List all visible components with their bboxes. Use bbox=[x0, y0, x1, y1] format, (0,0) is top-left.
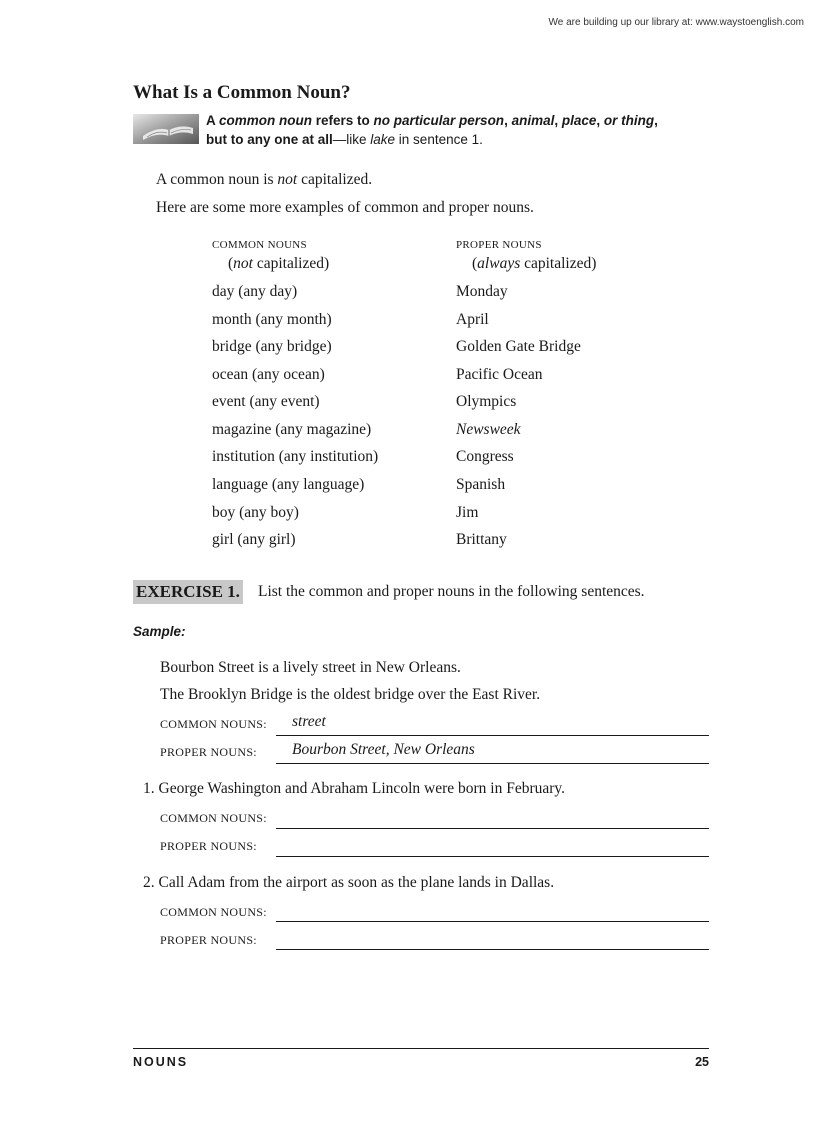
page-number: 25 bbox=[695, 1055, 709, 1069]
common-noun-cell: ocean (any ocean) bbox=[212, 366, 325, 383]
definition-text: A common noun refers to no particular person, animal, place, or thing, but to any one at all—like lake in sentence 1. bbox=[206, 113, 658, 147]
common-noun-cell: girl (any girl) bbox=[212, 531, 296, 548]
sample-proper-line bbox=[276, 763, 709, 764]
q2-common-label: COMMON NOUNS: bbox=[160, 905, 267, 919]
proper-noun-cell: April bbox=[456, 311, 489, 328]
proper-noun-cell: Monday bbox=[456, 283, 508, 300]
common-noun-cell: institution (any institution) bbox=[212, 448, 379, 465]
exercise-label: EXERCISE 1. bbox=[133, 580, 243, 604]
proper-noun-cell: Golden Gate Bridge bbox=[456, 338, 581, 355]
sample-label: Sample: bbox=[133, 624, 186, 639]
common-nouns-subheader: (not capitalized) bbox=[228, 255, 330, 272]
section-heading: What Is a Common Noun? bbox=[133, 82, 351, 103]
footer-section-title: NOUNS bbox=[133, 1055, 189, 1069]
q1-proper-answer-line[interactable] bbox=[276, 856, 709, 857]
proper-nouns-header: PROPER NOUNS bbox=[456, 239, 542, 251]
sample-common-line bbox=[276, 735, 709, 736]
proper-noun-cell: Jim bbox=[456, 504, 479, 521]
intro-line-2: Here are some more examples of common and proper nouns. bbox=[156, 199, 534, 216]
sample-common-label: COMMON NOUNS: bbox=[160, 717, 267, 731]
proper-nouns-subheader: (always capitalized) bbox=[472, 255, 597, 272]
common-noun-cell: boy (any boy) bbox=[212, 504, 299, 521]
common-noun-cell: bridge (any bridge) bbox=[212, 338, 332, 355]
sample-sentence: The Brooklyn Bridge is the oldest bridge over the East River. bbox=[160, 686, 541, 703]
proper-noun-cell: Brittany bbox=[456, 531, 507, 548]
common-nouns-header: COMMON NOUNS bbox=[212, 239, 307, 251]
q1-common-label: COMMON NOUNS: bbox=[160, 811, 267, 825]
term-common-noun: common noun bbox=[219, 113, 312, 128]
q1-common-answer-line[interactable] bbox=[276, 828, 709, 829]
proper-noun-cell: Newsweek bbox=[456, 421, 521, 438]
q2-proper-label: PROPER NOUNS: bbox=[160, 933, 257, 947]
footer-divider bbox=[133, 1048, 709, 1049]
common-noun-cell: month (any month) bbox=[212, 311, 332, 328]
open-book-icon bbox=[133, 114, 199, 144]
q1-proper-label: PROPER NOUNS: bbox=[160, 839, 257, 853]
sample-proper-answer: Bourbon Street, New Orleans bbox=[292, 741, 475, 758]
watermark-text: We are building up our library at: www.waystoenglish.com bbox=[548, 17, 804, 28]
common-noun-cell: day (any day) bbox=[212, 283, 298, 300]
common-noun-cell: event (any event) bbox=[212, 393, 320, 410]
common-noun-cell: language (any language) bbox=[212, 476, 365, 493]
common-noun-cell: magazine (any magazine) bbox=[212, 421, 372, 438]
q2-proper-answer-line[interactable] bbox=[276, 949, 709, 950]
sample-sentence: Bourbon Street is a lively street in New Orleans. bbox=[160, 659, 461, 676]
exercise-instruction: List the common and proper nouns in the following sentences. bbox=[258, 583, 645, 600]
intro-line-1: A common noun is not capitalized. bbox=[156, 171, 373, 188]
sample-proper-label: PROPER NOUNS: bbox=[160, 745, 257, 759]
sample-common-answer: street bbox=[292, 713, 326, 730]
question-1: 1. George Washington and Abraham Lincoln were born in February. bbox=[143, 780, 566, 797]
q2-common-answer-line[interactable] bbox=[276, 921, 709, 922]
question-2: 2. Call Adam from the airport as soon as the plane lands in Dallas. bbox=[143, 874, 555, 891]
proper-noun-cell: Olympics bbox=[456, 393, 517, 410]
proper-noun-cell: Spanish bbox=[456, 476, 506, 493]
proper-noun-cell: Pacific Ocean bbox=[456, 366, 543, 383]
proper-noun-cell: Congress bbox=[456, 448, 514, 465]
